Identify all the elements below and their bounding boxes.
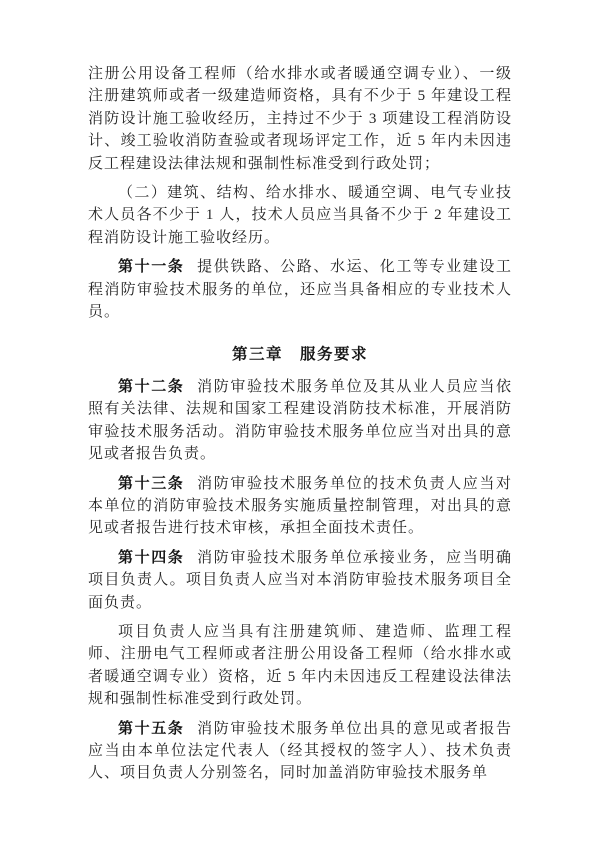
document-body-text — [88, 63, 512, 792]
article-number: 第十三条 — [118, 475, 185, 492]
article-14-paragraph — [88, 547, 512, 614]
article-15-paragraph — [88, 718, 512, 785]
paragraph-text: 消防审验技术服务单位及其从业人员应当依照有关法律、法规和国家工程建设消防技术标准，开展消防审验技术服务活动。消防审验技术服务单位应当对出具的意见或者报告负责。 — [88, 378, 512, 463]
paragraph-text: 提供铁路、公路、水运、化工等专业建设工程消防审验技术服务的单位，还应当具备相应的专业技术人员。 — [88, 259, 512, 321]
article-number: 第十四条 — [118, 549, 185, 566]
paragraph-text: 消防审验技术服务单位出具的意见或者报告应当由本单位法定代表人（经其授权的签字人）、技术负责人、项目负责人分别签名，同时加盖消防审验技术服务单 — [88, 720, 512, 782]
paragraph-text: 注册公用设备工程师（给水排水或者暖通空调专业）、一级注册建筑师或者一级建造师资格，具有不少于 5 年建设工程消防设计施工验收经历，主持过不少于 3 项建设工程消防设计、竣工验收消防查验或者现场评定工作，近 5 年内未因违反工程建设法律法规和强制性标准受到行政处罚； — [88, 66, 512, 172]
paragraph-subitem-2 — [88, 182, 512, 249]
paragraph-text: （二）建筑、结构、给水排水、暖通空调、电气专业技术人员各不少于 1 人，技术人员应当具备不少于 2 年建设工程消防设计施工验收经历。 — [88, 185, 512, 246]
paragraph-text: 消防审验技术服务单位的技术负责人应当对本单位的消防审验技术服务实施质量控制管理，对出具的意见或者报告进行技术审核，承担全面技术责任。 — [88, 475, 512, 537]
article-number: 第十一条 — [118, 259, 185, 276]
chapter-heading: 第三章 服务要求 — [231, 346, 368, 364]
article-13-paragraph — [88, 473, 512, 540]
article-11-paragraph — [88, 256, 512, 323]
paragraph-continuation — [88, 63, 512, 175]
paragraph-text: 消防审验技术服务单位承接业务，应当明确项目负责人。项目负责人应当对本消防审验技术服务项目全面负责。 — [88, 549, 512, 611]
paragraph-project-lead-qualification — [88, 621, 512, 711]
paragraph-text: 项目负责人应当具有注册建筑师、建造师、监理工程师、注册电气工程师或者注册公用设备工程师（给水排水或者暖通空调专业）资格，近 5 年内未因违反工程建设法律法规和强制性标准受到行政处罚。 — [88, 623, 512, 708]
article-number: 第十二条 — [118, 378, 185, 395]
article-number: 第十五条 — [118, 720, 185, 737]
article-12-paragraph — [88, 376, 512, 466]
